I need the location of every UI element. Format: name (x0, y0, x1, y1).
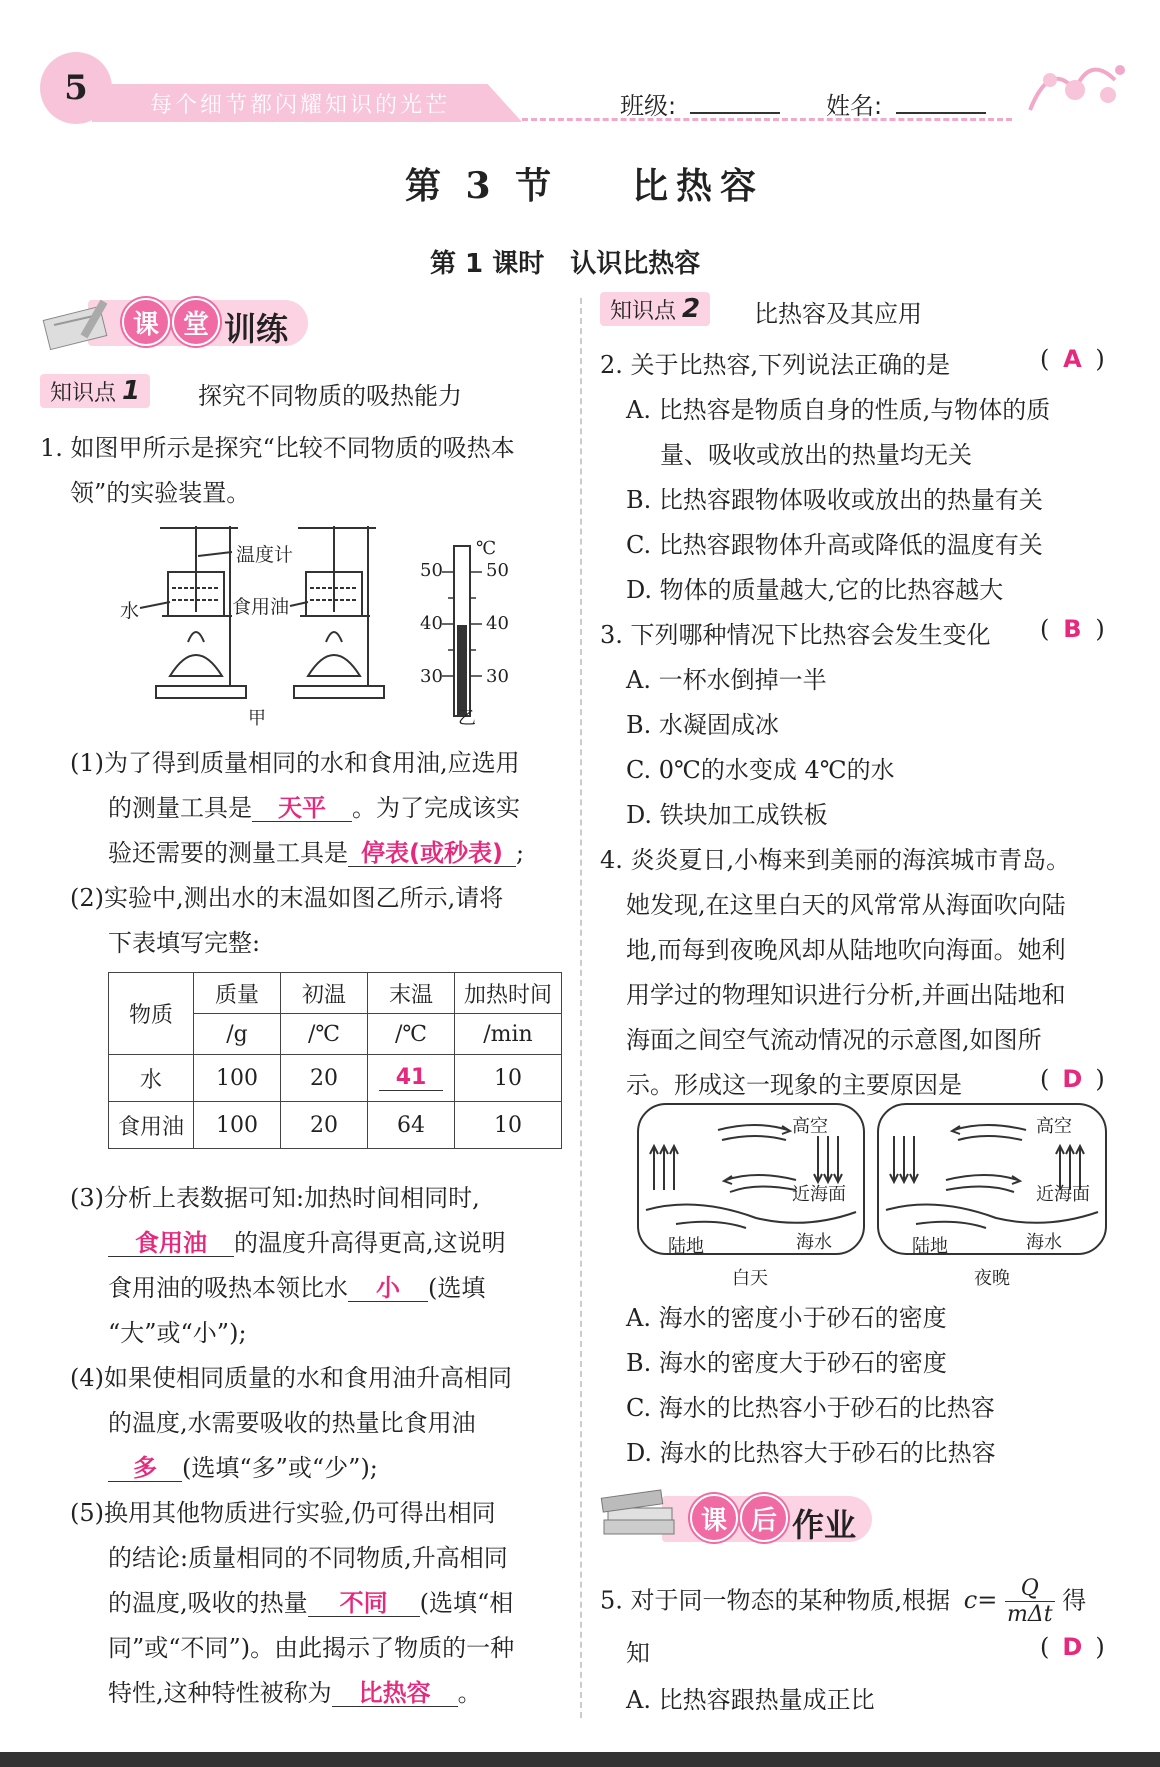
cell-oil-name: 食用油 (109, 1102, 194, 1149)
class-blank[interactable] (690, 112, 780, 114)
q5-answer-bracket: ( D ) (1040, 1633, 1105, 1661)
cell-water-name: 水 (109, 1055, 194, 1102)
q3-option-d: D. 铁块加工成铁板 (626, 801, 828, 829)
q1-p2-line-1: (2)实验中,测出水的末温如图乙所示,请将 (70, 884, 504, 912)
q4-line-3: 地,而每到夜晚风却从陆地吹向海面。她利 (626, 936, 1066, 964)
th-heat-time: 加热时间 (455, 973, 562, 1014)
q2-option-c: C. 比热容跟物体升高或降低的温度有关 (626, 531, 1043, 559)
q1-p3-line-4: “大”或“小”); (108, 1319, 247, 1347)
banner-after-class-text: 作业 (792, 1506, 857, 1544)
page-number: 5 (64, 68, 88, 108)
name-blank[interactable] (896, 112, 986, 114)
knowledge-point-2-tag (600, 292, 710, 326)
q1-p1-text-c: 。为了完成该实 (352, 794, 520, 822)
q5-stem-a: 5. 对于同一物态的某种物质,根据 (600, 1586, 951, 1615)
q4-option-d: D. 海水的比热容大于砂石的比热容 (626, 1439, 996, 1467)
cell-water-mass: 100 (194, 1055, 281, 1102)
banner-in-class-text: 训练 (224, 310, 289, 348)
name-field (826, 86, 986, 121)
cell-oil-mass: 100 (194, 1102, 281, 1149)
tick-right-30: 30 (486, 666, 509, 687)
q1-p5-text-d: (选填“相 (419, 1589, 514, 1617)
banner-char-hou: 后 (740, 1494, 788, 1542)
q1-p3-line-3 (108, 1268, 485, 1303)
q4-line-2: 她发现,在这里白天的风常常从海面吹向陆 (626, 891, 1066, 919)
q1-p1-line-2 (108, 788, 520, 823)
q2-option-d: D. 物体的质量越大,它的比热容越大 (626, 576, 1004, 604)
q1-p2-line-2: 下表填写完整: (108, 929, 261, 957)
q5-formula-denominator: mΔt (1007, 1602, 1053, 1628)
table-header-row (109, 973, 562, 1014)
q1-p5-line-1: (5)换用其他物质进行实验,仍可得出相同 (70, 1499, 496, 1527)
q1-p1-line-1: (1)为了得到质量相同的水和食用油,应选用 (70, 749, 520, 777)
tick-left-40: 40 (420, 613, 443, 634)
cell-oil-initial: 20 (281, 1102, 368, 1149)
answer-final-temp[interactable]: 41 (379, 1066, 443, 1091)
q1-p3-line-1: (3)分析上表数据可知:加热时间相同时, (70, 1184, 480, 1212)
kp2-number: 2 (682, 294, 701, 324)
oil-label: 食用油 (232, 596, 290, 618)
q4-line-1: 4. 炎炎夏日,小梅来到美丽的海滨城市青岛。 (600, 846, 1071, 874)
page-number-badge (40, 52, 112, 124)
kp2-label: 知识点 (610, 298, 677, 324)
banner-char-tang: 堂 (172, 298, 220, 346)
q2-option-a-1: A. 比热容是物质自身的性质,与物体的质 (626, 396, 1051, 424)
q1-p1-text-e: ; (516, 839, 525, 867)
q1-p5-line-5 (108, 1673, 482, 1708)
thermometer-label: 温度计 (236, 544, 294, 566)
night-near-sea-label: 近海面 (1036, 1184, 1090, 1205)
q1-p4-line-2: 的温度,水需要吸收的热量比食用油 (108, 1409, 476, 1437)
q4-answer[interactable]: D (1062, 1065, 1083, 1093)
q4-answer-bracket: ( D ) (1040, 1065, 1105, 1093)
th-initial-temp-unit: /℃ (281, 1014, 368, 1055)
q1-p5-text-f: 特性,这种特性被称为 (108, 1679, 332, 1707)
q4-line-6 (626, 1065, 1120, 1100)
q1-p4-line-3 (108, 1448, 378, 1483)
answer-cooking-oil[interactable]: 食用油 (108, 1230, 234, 1257)
th-final-temp-unit: /℃ (368, 1014, 455, 1055)
q2-answer[interactable]: A (1063, 345, 1082, 373)
tick-left-30: 30 (420, 666, 443, 687)
figure-jia-label: 甲 (248, 708, 266, 729)
cell-water-time: 10 (455, 1055, 562, 1102)
q2-option-a-2: 量、吸收或放出的热量均无关 (660, 441, 972, 469)
q3-answer[interactable]: B (1063, 615, 1082, 643)
q4-option-c: C. 海水的比热容小于砂石的比热容 (626, 1394, 995, 1422)
page-bottom-bar (0, 1752, 1160, 1767)
q1-p4-line-1: (4)如果使相同质量的水和食用油升高相同 (70, 1364, 512, 1392)
q1-p5-line-4: 同”或“不同”)。由此揭示了物质的一种 (108, 1634, 515, 1662)
q4-line-4: 用学过的物理知识进行分析,并画出陆地和 (626, 981, 1066, 1009)
q1-p4-text-c: (选填“多”或“少”); (182, 1454, 378, 1482)
q2-stem: 2. 关于比热容,下列说法正确的是 (600, 351, 951, 379)
th-substance: 物质 (109, 973, 194, 1055)
section-title: 第 3 节 (405, 165, 558, 207)
day-caption: 白天 (732, 1268, 768, 1289)
q3-option-b: B. 水凝固成冰 (626, 711, 779, 739)
banner-char-ke: 课 (122, 298, 170, 346)
q5-stem-c: 知 (626, 1639, 650, 1667)
lesson-title: 第 1 课时 认识比热容 (430, 249, 701, 279)
q5-line-2 (626, 1633, 1120, 1668)
answer-small[interactable]: 小 (348, 1275, 428, 1302)
th-mass: 质量 (194, 973, 281, 1014)
q4-stem-end: 示。形成这一现象的主要原因是 (626, 1071, 962, 1099)
cell-water-final (368, 1055, 455, 1102)
q5-answer[interactable]: D (1062, 1633, 1083, 1661)
q1-p1-text-d: 验还需要的测量工具是 (108, 839, 348, 867)
q3-stem-line (600, 615, 1120, 650)
day-high-label: 高空 (792, 1116, 828, 1137)
q5-stem-b: 得 (1062, 1586, 1087, 1615)
q4-option-b: B. 海水的密度大于砂石的密度 (626, 1349, 947, 1377)
q3-option-c: C. 0℃的水变成 4℃的水 (626, 756, 895, 784)
notebook-icon (40, 295, 120, 351)
knowledge-point-1-tag (40, 374, 150, 408)
tick-right-50: 50 (486, 560, 509, 581)
q1-p5-text-g: 。 (457, 1679, 482, 1707)
class-label: 班级: (620, 92, 677, 120)
q1-p5-line-2: 的结论:质量相同的不同物质,升高相同 (108, 1544, 508, 1572)
th-heat-time-unit: /min (455, 1014, 562, 1055)
day-near-sea-label: 近海面 (792, 1184, 846, 1205)
answer-specific-heat[interactable]: 比热容 (332, 1680, 458, 1707)
celsius-unit: ℃ (476, 538, 497, 559)
tick-left-50: 50 (420, 560, 443, 581)
q3-answer-bracket: ( B ) (1040, 615, 1105, 643)
q5-stem-line (600, 1576, 1086, 1628)
cell-oil-time: 10 (455, 1102, 562, 1149)
th-initial-temp: 初温 (281, 973, 368, 1014)
q1-p5-line-3 (108, 1583, 513, 1618)
day-sea-label: 海水 (796, 1232, 832, 1253)
q3-option-a: A. 一杯水倒掉一半 (626, 666, 827, 694)
night-caption: 夜晚 (974, 1268, 1010, 1289)
q3-stem: 3. 下列哪种情况下比热容会发生变化 (600, 621, 991, 649)
answer-stopwatch[interactable]: 停表(或秒表) (348, 840, 516, 867)
banner-char-ke-2: 课 (690, 1494, 738, 1542)
q4-option-a: A. 海水的密度小于砂石的密度 (626, 1304, 947, 1332)
kp1-label: 知识点 (50, 380, 117, 406)
q1-p1-text-b: 的测量工具是 (108, 794, 252, 822)
night-land-label: 陆地 (912, 1236, 948, 1257)
q1-apparatus-figure (110, 516, 530, 728)
cell-water-initial: 20 (281, 1055, 368, 1102)
th-mass-unit: /g (194, 1014, 281, 1055)
q5-option-a: A. 比热容跟热量成正比 (626, 1686, 875, 1714)
q4-line-5: 海面之间空气流动情况的示意图,如图所 (626, 1026, 1042, 1054)
kp2-title: 比热容及其应用 (754, 300, 922, 328)
q2-option-b: B. 比热容跟物体吸收或放出的热量有关 (626, 486, 1043, 514)
q5-formula-numerator: Q (1005, 1576, 1055, 1602)
q1-p3-text-d: (选填 (428, 1274, 486, 1302)
water-label: 水 (120, 600, 140, 622)
q1-line-2: 领”的实验装置。 (70, 479, 251, 507)
books-icon (598, 1486, 684, 1546)
q1-p1-line-3 (108, 833, 524, 868)
kp1-title: 探究不同物质的吸热能力 (198, 382, 462, 410)
class-field (620, 86, 780, 121)
q2-answer-bracket: ( A ) (1040, 345, 1105, 373)
day-land-label: 陆地 (668, 1236, 704, 1257)
answer-more[interactable]: 多 (108, 1455, 182, 1482)
q5-formula-fraction (1005, 1576, 1055, 1628)
th-final-temp: 末温 (368, 973, 455, 1014)
topic-title: 比热容 (632, 165, 765, 207)
flower-ornament-icon (1020, 50, 1130, 126)
tick-right-40: 40 (486, 613, 509, 634)
q2-stem-line (600, 345, 1120, 380)
q1-p3-text-b: 的温度升高得更高,这说明 (234, 1229, 506, 1257)
figure-yi-label: 乙 (458, 708, 476, 729)
column-divider (580, 298, 582, 1718)
answer-balance[interactable]: 天平 (252, 795, 352, 822)
q5-formula-c: c= (963, 1586, 998, 1615)
header-slogan: 每个细节都闪耀知识的光芒 (150, 93, 451, 118)
q1-p3-text-c: 食用油的吸热本领比水 (108, 1274, 348, 1302)
night-sea-label: 海水 (1026, 1232, 1062, 1253)
night-high-label: 高空 (1036, 1116, 1072, 1137)
name-label: 姓名: (826, 92, 883, 120)
kp1-number: 1 (122, 376, 141, 406)
q1-p3-line-2 (108, 1223, 506, 1258)
table-row (109, 1055, 562, 1102)
q1-data-table (108, 972, 562, 1149)
table-row (109, 1102, 562, 1149)
q1-line-1: 1. 如图甲所示是探究“比较不同物质的吸热本 (40, 434, 515, 462)
q1-p5-text-c: 的温度,吸收的热量 (108, 1589, 308, 1617)
cell-oil-final: 64 (368, 1102, 455, 1149)
answer-different[interactable]: 不同 (308, 1590, 420, 1617)
